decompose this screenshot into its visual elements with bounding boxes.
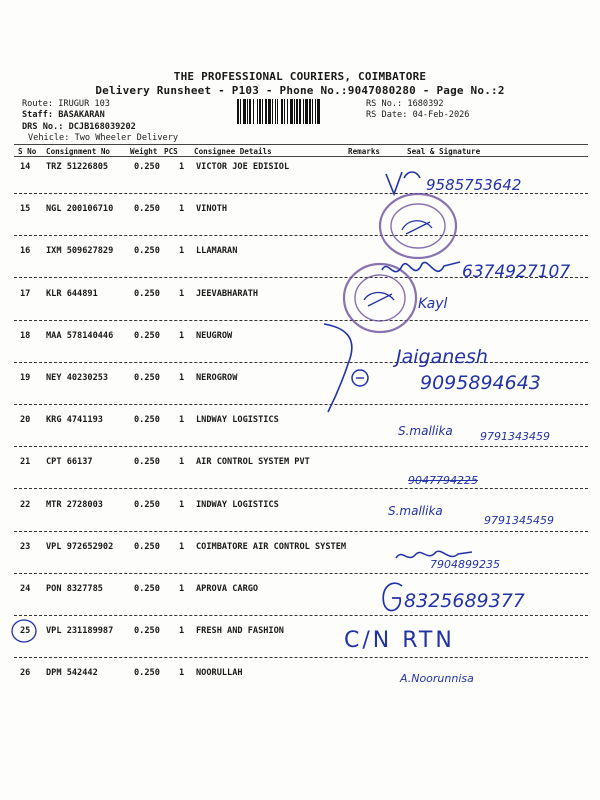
table-row: [0, 204, 600, 224]
row-weight: 0.250: [134, 246, 160, 256]
row-sno: 21: [20, 457, 31, 467]
row-consignee-name: NEROGROW: [196, 373, 238, 383]
handwritten-phone: 8325689377: [404, 590, 525, 612]
row-consignee-name: VICTOR JOE EDISIOL: [196, 162, 290, 172]
row-divider: [14, 615, 588, 616]
row-sno: 26: [20, 668, 31, 678]
signature-scribble-icon: [378, 256, 464, 286]
row-weight: 0.250: [134, 668, 160, 678]
col-weight: Weight: [130, 147, 158, 156]
row-consignment-no: PON 8327785: [46, 584, 103, 594]
row-weight: 0.250: [134, 542, 160, 552]
row-divider: [14, 404, 588, 405]
row-consignee-name: NEUGROW: [196, 331, 233, 341]
row-consignment-no: TRZ 51226805: [46, 162, 109, 172]
table-row: [0, 668, 600, 688]
rs-date: RS Date: 04-Feb-2026: [366, 110, 470, 120]
handwritten-phone: 6374927107: [462, 262, 571, 282]
barcode-icon: [236, 99, 362, 124]
row-consignee-name: LNDWAY LOGISTICS: [196, 415, 279, 425]
handwritten-name: A.Noorunnisa: [400, 672, 474, 685]
row-weight: 0.250: [134, 204, 160, 214]
seal-stamp-icon: [376, 190, 460, 262]
row-divider: [14, 573, 588, 574]
row-divider: [14, 446, 588, 447]
col-consignment: Consignment No: [46, 147, 111, 156]
row-pcs: 1: [179, 500, 185, 510]
row-sno: 25: [20, 626, 31, 636]
signature-scribble-icon: [318, 320, 388, 416]
table-row: [0, 626, 600, 646]
col-remarks: Remarks: [348, 147, 381, 156]
row-divider: [14, 362, 588, 363]
row-divider: [14, 235, 588, 236]
row-consignment-no: MTR 2728003: [46, 500, 103, 510]
row-consignee-name: FRESH AND FASHION: [196, 626, 284, 636]
row-divider: [14, 531, 588, 532]
col-consignee: Consignee Details: [194, 147, 272, 156]
handwritten-note: C/N RTN: [344, 628, 455, 653]
row-consignee-name: VINOTH: [196, 204, 228, 214]
col-pcs: PCS: [164, 147, 178, 156]
row-sno: 17: [20, 289, 31, 299]
row-consignee-name: INDWAY LOGISTICS: [196, 500, 279, 510]
row-sno: 23: [20, 542, 31, 552]
col-seal: Seal & Signature: [407, 147, 481, 156]
handwritten-phone: 7904899235: [430, 558, 500, 571]
table-row: [0, 542, 600, 562]
row-consignee-name: COIMBATORE AIR CONTROL SYSTEM: [196, 542, 347, 552]
handwritten-phone: 9791345459: [484, 514, 554, 527]
row-weight: 0.250: [134, 500, 160, 510]
rs-number: RS No.: 1680392: [366, 99, 444, 109]
row-pcs: 1: [179, 331, 185, 341]
row-consignment-no: KRG 4741193: [46, 415, 103, 425]
company-title: THE PROFESSIONAL COURIERS, COIMBATORE: [173, 70, 427, 83]
row-sno: 18: [20, 331, 31, 341]
table-row: [0, 331, 600, 351]
row-pcs: 1: [179, 289, 185, 299]
row-pcs: 1: [179, 246, 185, 256]
row-divider: [14, 488, 588, 489]
handwritten-phone: 9585753642: [426, 176, 522, 194]
handwritten-phone: 9791343459: [480, 430, 550, 443]
row-pcs: 1: [179, 668, 185, 678]
signature-scribble-icon: [382, 168, 426, 198]
row-divider: [14, 320, 588, 321]
handwritten-phone: 9047794225: [408, 474, 478, 487]
row-weight: 0.250: [134, 289, 160, 299]
row-consignee-name: AIR CONTROL SYSTEM PVT: [196, 457, 310, 467]
row-pcs: 1: [179, 457, 185, 467]
handwritten-name: S.mallika: [398, 424, 453, 438]
row-pcs: 1: [179, 626, 185, 636]
row-weight: 0.250: [134, 415, 160, 425]
row-consignment-no: VPL 972652902: [46, 542, 114, 552]
row-consignment-no: NGL 200106710: [46, 204, 114, 214]
row-pcs: 1: [179, 415, 185, 425]
row-weight: 0.250: [134, 584, 160, 594]
row-pcs: 1: [179, 162, 185, 172]
row-consignment-no: VPL 231189987: [46, 626, 114, 636]
row-consignee-name: JEEVABHARATH: [196, 289, 259, 299]
handwritten-name: Kayl: [418, 296, 448, 312]
row-weight: 0.250: [134, 373, 160, 383]
row-pcs: 1: [179, 204, 185, 214]
circle-mark-icon: [10, 618, 38, 644]
row-sno: 19: [20, 373, 31, 383]
row-weight: 0.250: [134, 331, 160, 341]
row-pcs: 1: [179, 584, 185, 594]
handwritten-name: Jaiganesh: [396, 346, 488, 368]
table-row: [0, 457, 600, 477]
row-sno: 16: [20, 246, 31, 256]
row-weight: 0.250: [134, 626, 160, 636]
row-consignment-no: IXM 509627829: [46, 246, 114, 256]
row-consignment-no: DPM 542442: [46, 668, 98, 678]
row-consignee-name: LLAMARAN: [196, 246, 238, 256]
row-weight: 0.250: [134, 457, 160, 467]
row-weight: 0.250: [134, 162, 160, 172]
row-divider: [14, 657, 588, 658]
handwritten-phone: 9095894643: [420, 372, 541, 394]
handwritten-name: S.mallika: [388, 504, 443, 518]
row-sno: 14: [20, 162, 31, 172]
row-sno: 22: [20, 500, 31, 510]
drs-number: DRS No.: DCJB168039202: [22, 122, 136, 132]
row-consignee-name: APROVA CARGO: [196, 584, 259, 594]
row-pcs: 1: [179, 373, 185, 383]
row-consignment-no: NEY 40230253: [46, 373, 109, 383]
row-pcs: 1: [179, 542, 185, 552]
divider: [14, 144, 588, 145]
row-sno: 24: [20, 584, 31, 594]
vehicle-label: Vehicle: Two Wheeler Delivery: [28, 133, 179, 143]
staff-label: Staff: BASAKARAN: [22, 110, 105, 120]
row-sno: 20: [20, 415, 31, 425]
table-row: [0, 289, 600, 309]
divider: [14, 156, 588, 157]
row-sno: 15: [20, 204, 31, 214]
row-consignment-no: KLR 644891: [46, 289, 98, 299]
row-consignment-no: CPT 66137: [46, 457, 93, 467]
col-sno: S No: [18, 147, 37, 156]
row-consignee-name: NOORULLAH: [196, 668, 243, 678]
route-label: Route: IRUGUR 103: [22, 99, 110, 109]
row-consignment-no: MAA 578140446: [46, 331, 114, 341]
runsheet-subtitle: Delivery Runsheet - P103 - Phone No.:9047080280 - Page No.:2: [95, 84, 505, 97]
